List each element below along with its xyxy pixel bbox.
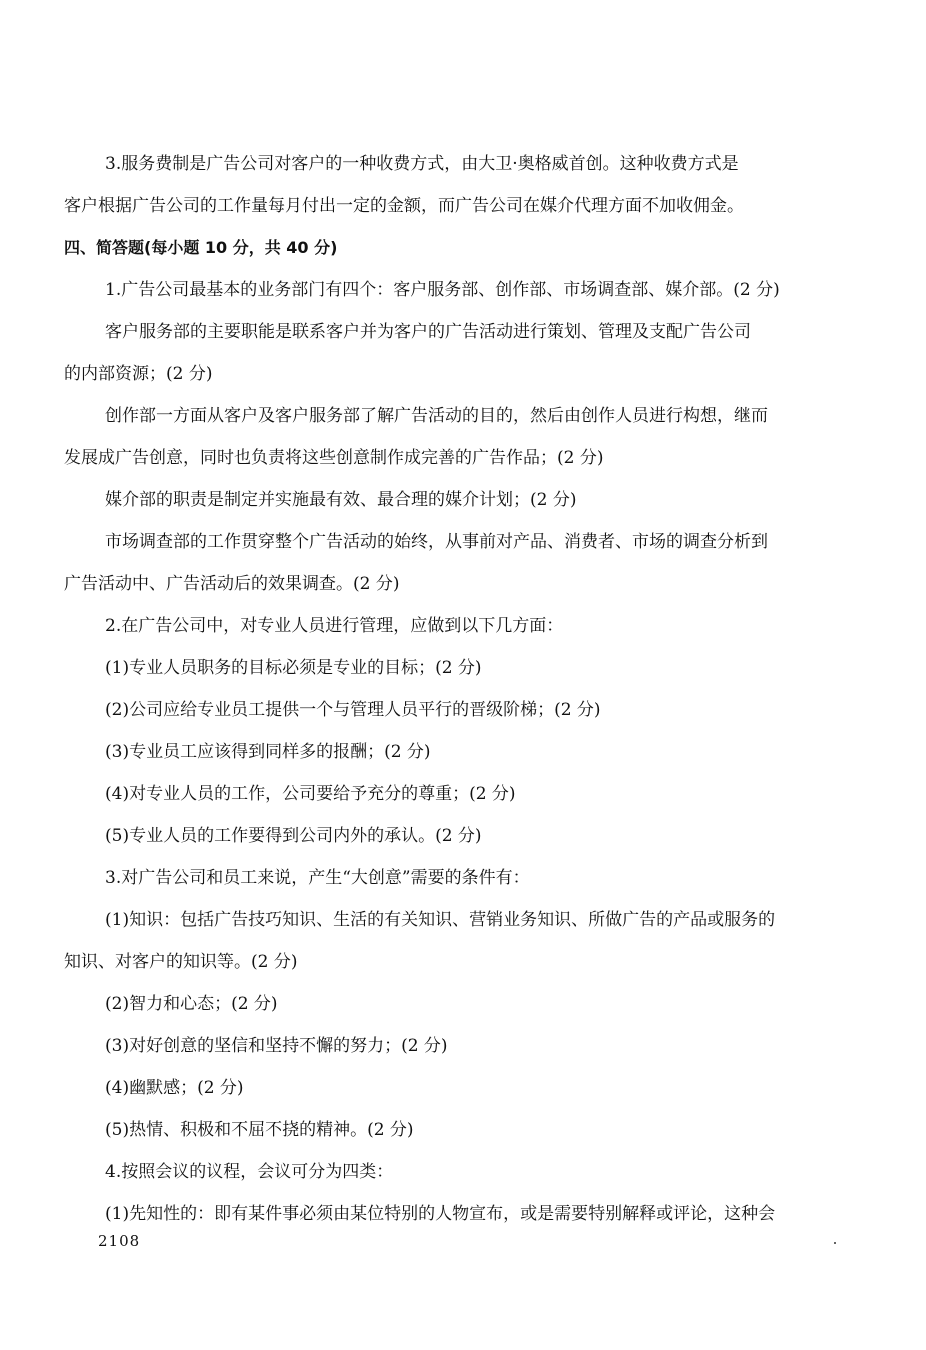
a1-research-line1: 市场调查部的工作贯穿整个广告活动的始终，从事前对产品、消费者、市场的调查分析到 bbox=[105, 532, 768, 552]
q3-line1: 3.服务费制是广告公司对客户的一种收费方式，由大卫·奥格威首创。这种收费方式是 bbox=[105, 154, 739, 174]
a2-item: (4)对专业人员的工作，公司要给予充分的尊重；(2 分) bbox=[105, 784, 516, 804]
a1-client-line2: 的内部资源；(2 分) bbox=[64, 364, 213, 384]
a2-item: (1)专业人员职务的目标必须是专业的目标；(2 分) bbox=[105, 658, 482, 678]
a2-item: (3)专业员工应该得到同样多的报酬；(2 分) bbox=[105, 742, 431, 762]
section4-title: 四、简答题(每小题 10 分，共 40 分) bbox=[64, 238, 338, 257]
a3-item1-line2: 知识、对客户的知识等。(2 分) bbox=[64, 952, 298, 972]
a3-item: (4)幽默感；(2 分) bbox=[105, 1078, 244, 1098]
a2-item: (5)专业人员的工作要得到公司内外的承认。(2 分) bbox=[105, 826, 482, 846]
a4-item1-line1: (1)先知性的：即有某件事必须由某位特别的人物宣布，或是需要特别解释或评论，这种会 bbox=[105, 1204, 776, 1224]
a3-item: (2)智力和心态；(2 分) bbox=[105, 994, 278, 1014]
a3-item1-line1: (1)知识：包括广告技巧知识、生活的有关知识、营销业务知识、所做广告的产品或服务的 bbox=[105, 910, 776, 930]
a4-intro: 4.按照会议的议程，会议可分为四类： bbox=[105, 1162, 394, 1182]
a1-creative-line2: 发展成广告创意，同时也负责将这些创意制作成完善的广告作品；(2 分) bbox=[64, 448, 604, 468]
a2-intro: 2.在广告公司中，对专业人员进行管理，应做到以下几方面： bbox=[105, 616, 564, 636]
a3-intro: 3.对广告公司和员工来说，产生“大创意”需要的条件有： bbox=[105, 868, 530, 888]
a3-item: (3)对好创意的坚信和坚持不懈的努力；(2 分) bbox=[105, 1036, 448, 1056]
a3-item: (5)热情、积极和不屈不挠的精神。(2 分) bbox=[105, 1120, 414, 1140]
a1-intro: 1.广告公司最基本的业务部门有四个：客户服务部、创作部、市场调查部、媒介部。(2 分) bbox=[105, 280, 780, 300]
a1-media: 媒介部的职责是制定并实施最有效、最合理的媒介计划；(2 分) bbox=[105, 490, 577, 510]
a1-creative-line1: 创作部一方面从客户及客户服务部了解广告活动的目的，然后由创作人员进行构想，继而 bbox=[105, 406, 768, 426]
answer-text bbox=[64, 143, 864, 1235]
a1-research-line2: 广告活动中、广告活动后的效果调查。(2 分) bbox=[64, 574, 400, 594]
a1-client-line1: 客户服务部的主要职能是联系客户并为客户的广告活动进行策划、管理及支配广告公司 bbox=[105, 322, 751, 342]
page-number: 2108 bbox=[98, 1232, 141, 1250]
a2-item: (2)公司应给专业员工提供一个与管理人员平行的晋级阶梯；(2 分) bbox=[105, 700, 601, 720]
scan-speck bbox=[834, 1242, 836, 1244]
q3-line2: 客户根据广告公司的工作量每月付出一定的金额，而广告公司在媒介代理方面不加收佣金。 bbox=[64, 196, 744, 216]
